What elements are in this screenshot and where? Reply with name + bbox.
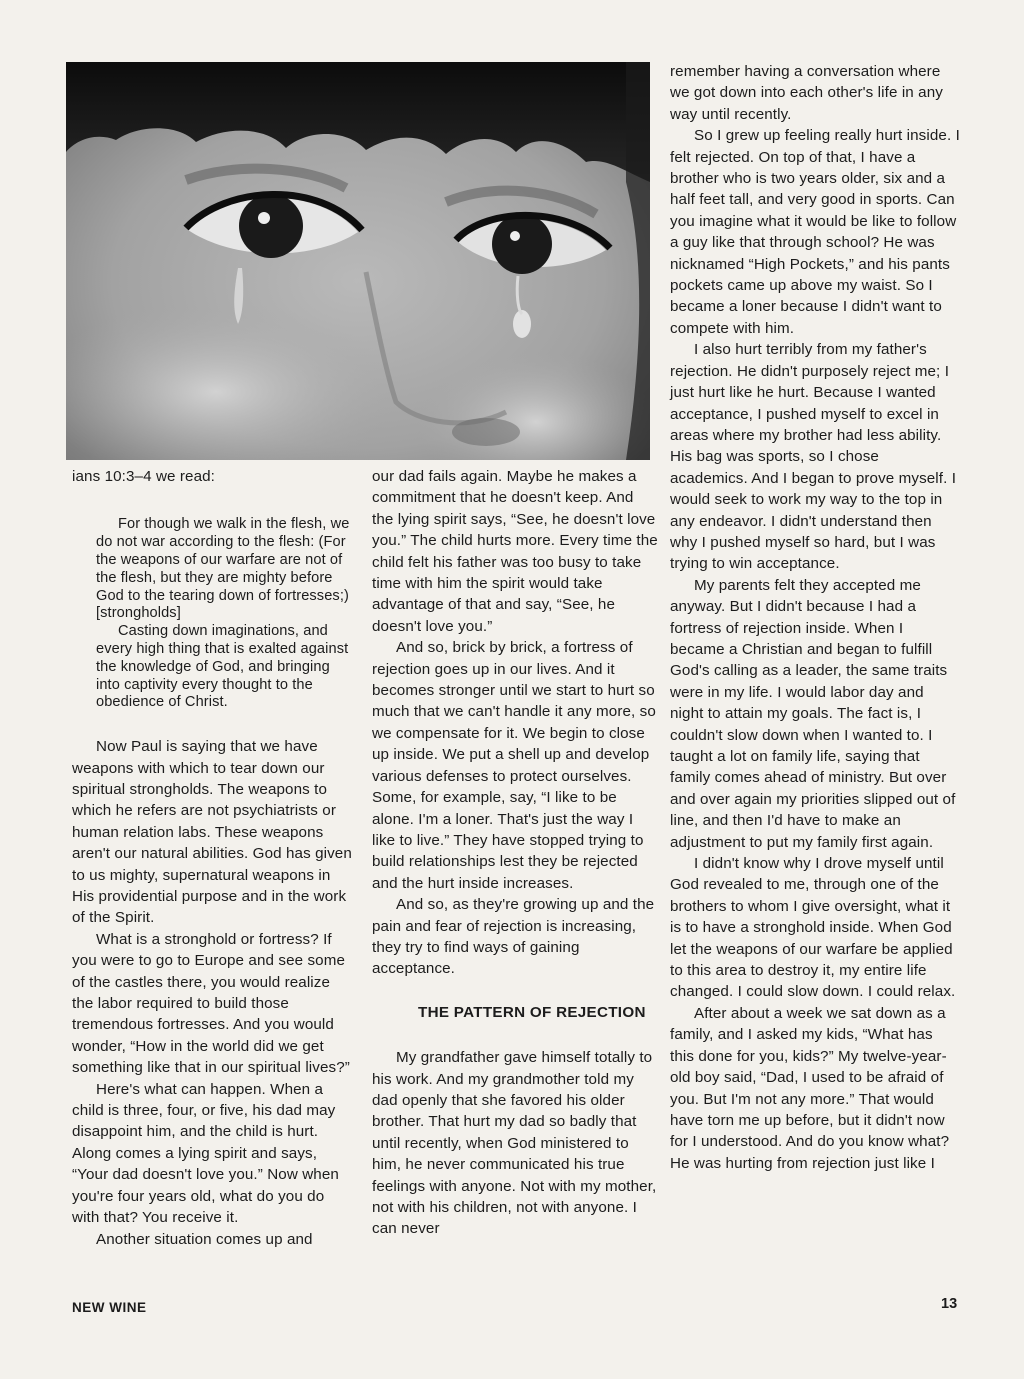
page-number: 13 xyxy=(941,1296,958,1312)
quote-paragraph: For though we walk in the flesh, we do not war according to the flesh: (For the weapons of our warfare are not of the flesh, but they are mighty before God to the tearing down of fortresses;) [strongholds] xyxy=(96,516,350,622)
section-heading: THE PATTERN OF REJECTION xyxy=(418,1003,646,1021)
column-2 xyxy=(372,466,658,1240)
paragraph: Now Paul is saying that we have weapons with which to tear down our spiritual strongholds. The weapons to which he refers are not psychiatrists or human relation labs. These weapons aren't our natural abilities. God has given to us mighty, supernatural weapons in His providential purpose and in the work of the Spirit. xyxy=(72,738,352,927)
publication-name: NEW WINE xyxy=(72,1300,147,1315)
scripture-quote xyxy=(72,516,354,712)
paragraph: remember having a conversation where we got down into each other's life in any way until recently. xyxy=(670,63,943,123)
paragraph: So I grew up feeling really hurt inside. I felt rejected. On top of that, I have a brother who is two years older, six and a half feet tall, and very good in sports. Can you imagine what it would be like to follow a guy like that through school? He was nicknamed “High Pockets,” and his pants pockets came up above my waist. So I became a loner because I didn't want to compete with him. xyxy=(670,127,960,337)
paragraph: Another situation comes up and xyxy=(96,1230,313,1248)
column-3 xyxy=(670,61,960,1174)
paragraph: My grandfather gave himself totally to his work. And my grandmother told my dad openly that she favored his older brother. That hurt my dad so badly that until recently, when God ministered to him, he never communicated his true feelings with anyone. Not with my mother, not with his children, not with anyone. I can never xyxy=(372,1049,657,1238)
intro-line: ians 10:3–4 we read: xyxy=(72,468,216,485)
paragraph: I also hurt terribly from my father's rejection. He didn't purposely reject me; I just hurt like he hurt. Because I wanted acceptance, I pushed myself to excel in areas where my brother had less ability. His bag was sports, so I chose academics. And I began to prove myself. I would seek to work my way to the top in any endeavor. I didn't understand then why I pushed myself so hard, but I was trying to win acceptance. xyxy=(670,341,957,573)
quote-paragraph: Casting down imaginations, and every high thing that is exalted against the knowledge of God, and bringing into captivity every thought to the obedience of Christ. xyxy=(96,623,349,711)
paragraph: our dad fails again. Maybe he makes a commitment that he doesn't keep. And the lying spirit says, “See, he doesn't love you.” The child hurts more. Every time the child felt his father was too busy to take time with him the spirit would take advantage of that and say, “See, he doesn't love you.” xyxy=(372,468,658,635)
crying-child-eyes-photo xyxy=(66,62,650,460)
paragraph: I didn't know why I drove myself until God revealed to me, through one of the brothers to whom I give oversight, what it is to have a stronghold inside. When God let the weapons of our warfare be applied to this area to destroy it, my entire life changed. I could slow down. I could relax. xyxy=(670,855,956,1001)
paragraph: And so, as they're growing up and the pain and fear of rejection is increasing, they try to find ways of gaining acceptance. xyxy=(372,896,655,978)
paragraph: My parents felt they accepted me anyway. But I didn't because I had a fortress of rejection inside. When I became a Christian and began to fulfill God's calling as a leader, the same traits were in my life. I would labor day and night to attain my goals. The fact is, I couldn't slow down when I wanted to. I taught a lot on family life, saying that family comes ahead of ministry. But over and over again my priorities slipped out of line, and then I'd have to make an adjustment to put my family first again. xyxy=(670,576,956,851)
crying-child-photo xyxy=(66,62,650,460)
paragraph: After about a week we sat down as a family, and I asked my kids, “What has this done for you, kids?” My twelve-year-old boy said, “Dad, I used to be afraid of you. But I'm not any more.” That would have torn me up before, but it didn't now for I understood. And do you know what? He was hurting from rejection just like I xyxy=(670,1004,950,1172)
paragraph: Here's what can happen. When a child is three, four, or five, his dad may disappoint him, and the child is hurt. Along comes a lying spirit and says, “Your dad doesn't love you.” Now when you're four years old, what do you do with that? You receive it. xyxy=(72,1080,339,1227)
column-1 xyxy=(72,466,354,1250)
paragraph: What is a stronghold or fortress? If you were to go to Europe and see some of the castles there, you would realize the labor required to build those tremendous fortresses. And you would wonder, “How in the world did we get something like that in our spiritual lives?” xyxy=(72,930,350,1077)
paragraph: And so, brick by brick, a fortress of rejection goes up in our lives. And it becomes stronger until we start to hurt so much that we can't handle it any more, so we compensate for it. We begin to close up inside. We put a shell up and develop various defenses to protect ourselves. Some, for example, say, “I like to be alone. I'm a loner. That's just the way I like to live.” They have stopped trying to build relationships lest they be rejected and the hurt inside increases. xyxy=(372,639,656,892)
